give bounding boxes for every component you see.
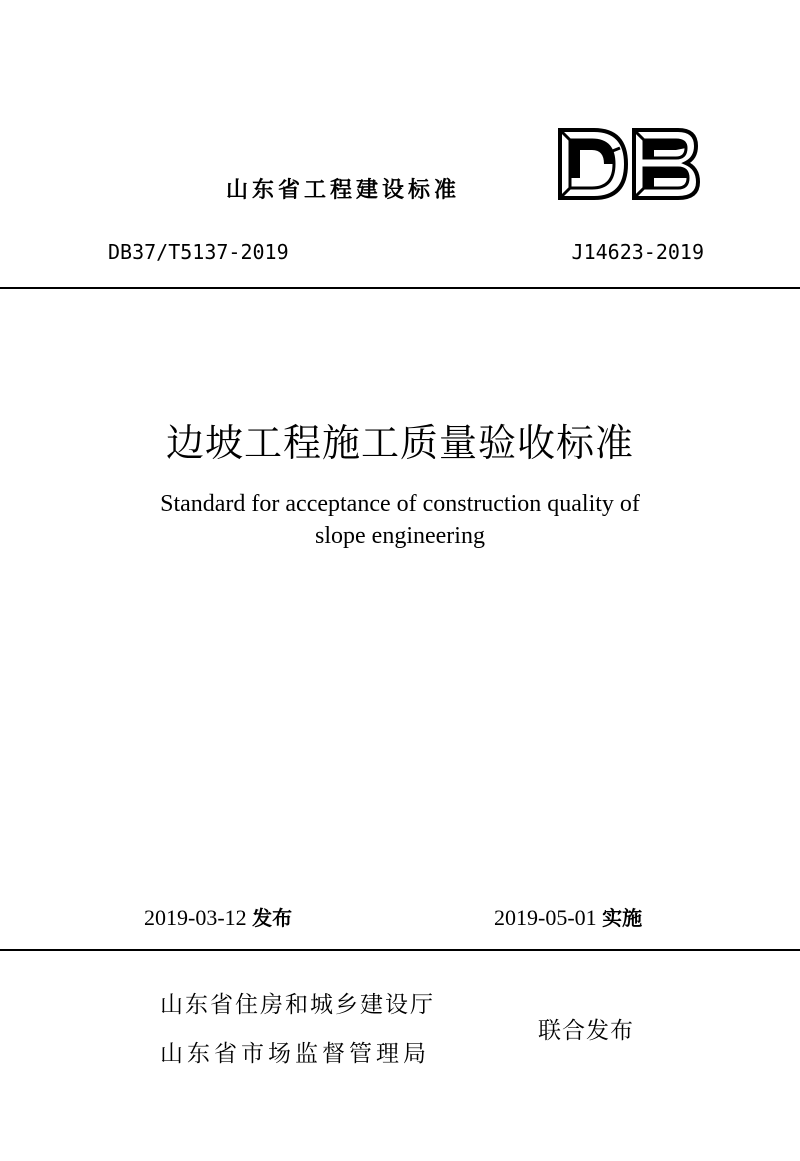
issuing-authority-1: 山东省住房和城乡建设厅 [160, 992, 435, 1018]
standard-series-title: 山东省工程建设标准 [226, 178, 461, 203]
header-divider [0, 287, 800, 289]
issue-date: 2019-03-12 [144, 905, 247, 930]
record-number: J14623-2019 [571, 240, 704, 264]
footer-divider [0, 949, 800, 951]
issue-label: 发布 [252, 906, 293, 930]
joint-issue-label: 联合发布 [538, 1018, 634, 1044]
english-title-line-2: slope engineering [315, 523, 485, 549]
effective-label: 实施 [602, 906, 643, 930]
english-title-line-1: Standard for acceptance of construction quality of [160, 491, 640, 517]
issue-date-block [144, 902, 292, 931]
effective-date: 2019-05-01 [494, 905, 597, 930]
effective-date-block [494, 902, 642, 931]
db-logo [558, 128, 700, 200]
document-title-english [100, 488, 700, 552]
standard-number: DB37/T5137-2019 [108, 240, 289, 264]
document-title-chinese: 边坡工程施工质量验收标准 [165, 421, 634, 465]
issuing-authority-2: 山东省市场监督管理局 [160, 1041, 430, 1067]
